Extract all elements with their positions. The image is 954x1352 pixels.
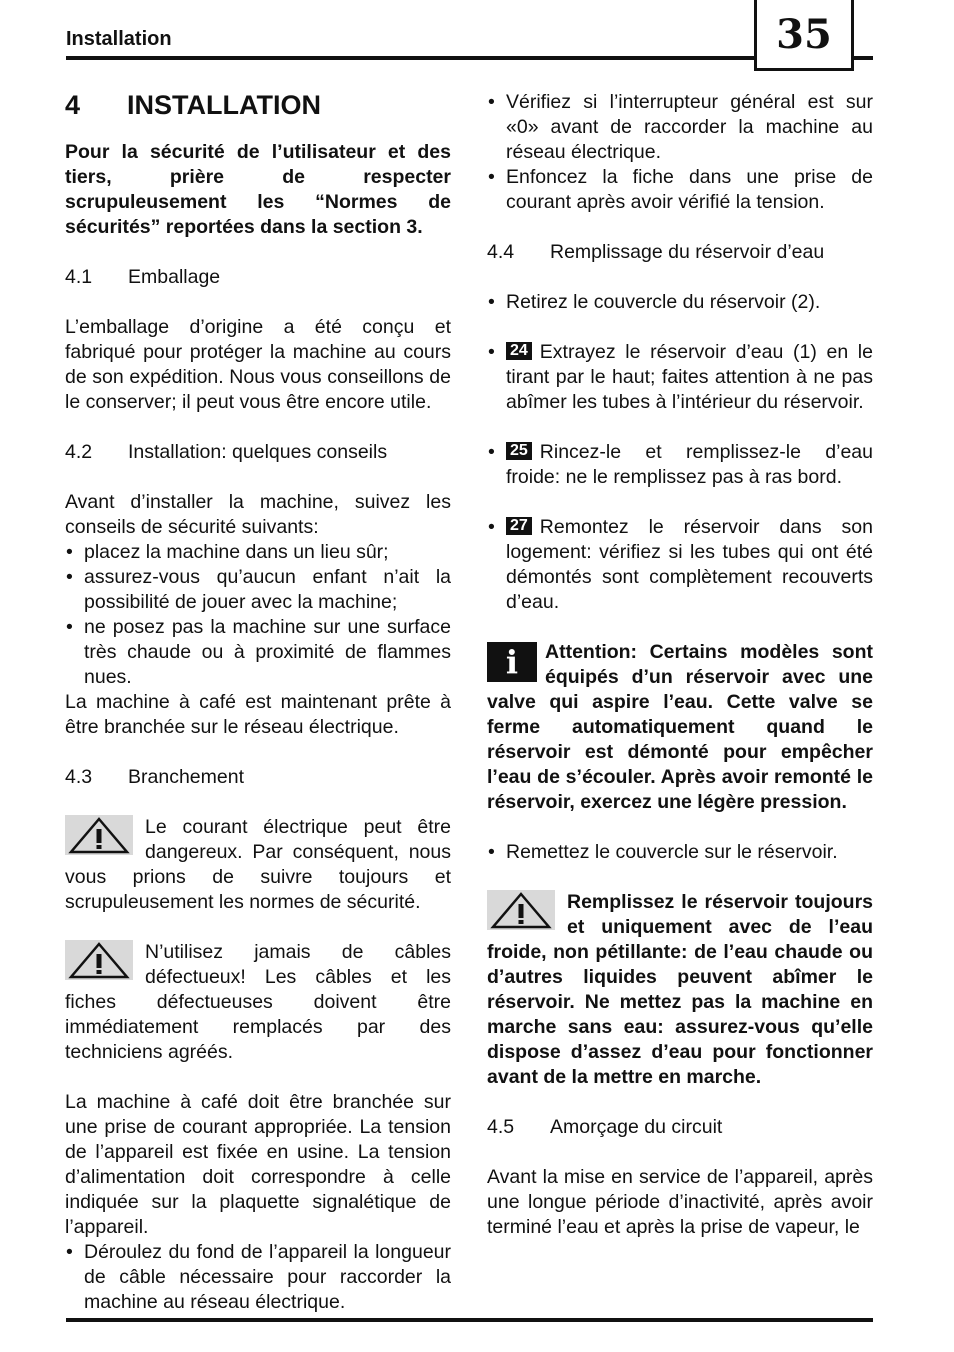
section-heading — [65, 90, 451, 120]
list-item: • ne posez pas la machine sur une surface très chaude ou à proximité de flammes nues. — [65, 615, 451, 690]
list-item: • assurez-vous qu’aucun enfant n’ait la possibilité de jouer avec la machine; — [65, 565, 451, 615]
info-text: Attention: Certains modèles sont équipés d’un réservoir avec une valve qui aspire l’eau. Cette valve se ferme automatiquement quand le réservoir est démonté pour empêcher l’eau de s’écouler. Après avoir remonté le réservoir, exercez une légère pression. — [487, 641, 873, 813]
advice-intro: Avant d’installer la machine, suivez les conseils de sécurité suivants: — [65, 491, 451, 538]
info-block — [487, 640, 873, 815]
list-item-text: Extrayez le réservoir d’eau (1) en le tirant par le haut; faites attention à ne pas abîmer les tubes à l’intérieur du réservoir. — [506, 341, 873, 413]
subsection-title: Branchement — [128, 766, 244, 788]
list-item: • Remettez le couvercle sur le réservoir. — [487, 840, 873, 865]
subsection-number: 4.2 — [65, 441, 93, 463]
packaging-paragraph: L’emballage d’origine a été conçu et fabriqué pour protéger la machine au cours de son expédition. Nous vous conseillons de le conserver; il peut vous être encore utile. — [65, 316, 451, 413]
list-item — [487, 340, 873, 415]
list-item: • Enfoncez la fiche dans une prise de courant après avoir vérifié la tension. — [487, 165, 873, 215]
footer-rule — [66, 1318, 873, 1322]
list-item — [487, 515, 873, 615]
page-number: 35 — [754, 0, 854, 71]
list-item: • Vérifiez si l’interrupteur général est sur «0» avant de raccorder la machine au réseau électrique. — [487, 90, 873, 165]
list-item: • placez la machine dans un lieu sûr; — [65, 540, 451, 565]
warning-text: Le courant électrique peut être dangereux. Par conséquent, nous vous prions de suivre toujours et scrupuleusement les normes de sécurité. — [65, 816, 451, 913]
warning-triangle-icon — [65, 940, 133, 980]
header-rule — [66, 56, 873, 60]
subsection-number: 4.5 — [487, 1116, 515, 1138]
info-icon: i — [487, 642, 537, 682]
warning-text: Remplissez le réservoir toujours et uniquement avec de l’eau froide, non pétillante: de l’eau chaude ou d’autres liquides peuvent abîmer le réservoir. Ne mettez pas la machine en marche sans eau: assurez-vous qu’elle dispose d’assez d’eau pour fonctionner avant de la mettre en marche. — [487, 891, 873, 1088]
left-column — [65, 90, 451, 1315]
figure-reference: 27 — [506, 517, 532, 535]
list-item: • Retirez le couvercle du réservoir (2). — [487, 290, 873, 315]
intro-paragraph: Pour la sécurité de l’utilisateur et des tiers, prière de respecter scrupuleusement les “Normes de sécurités” reportées dans la section 3. — [65, 141, 451, 238]
list-item — [487, 440, 873, 490]
subsection-number: 4.3 — [65, 766, 93, 788]
section-number: 4 — [65, 90, 81, 120]
subsection-heading-4-2 — [65, 440, 451, 465]
figure-reference: 24 — [506, 342, 532, 360]
list-item-text: Rincez-le et remplissez-le d’eau froide: ne le remplissez pas à ras bord. — [506, 441, 873, 488]
warning-triangle-icon — [65, 815, 133, 855]
warning-text: N’utilisez jamais de câbles défectueux! Les câbles et les fiches défectueuses doivent être immédiatement remplacés par des techniciens agréés. — [65, 941, 451, 1063]
subsection-heading-4-4 — [487, 240, 873, 265]
warning-block — [65, 815, 451, 915]
warning-block — [65, 940, 451, 1065]
subsection-title: Remplissage du réservoir d’eau — [550, 241, 825, 263]
subsection-number: 4.1 — [65, 266, 93, 288]
warning-block — [487, 890, 873, 1090]
subsection-title: Emballage — [128, 266, 221, 288]
right-column — [487, 90, 873, 1240]
list-item: • Déroulez du fond de l’appareil la longueur de câble nécessaire pour raccorder la machine au réseau électrique. — [65, 1240, 451, 1315]
warning-triangle-icon — [487, 890, 555, 930]
subsection-title: Installation: quelques conseils — [128, 441, 388, 463]
priming-paragraph: Avant la mise en service de l’appareil, après une longue période d’inactivité, après avoir terminé l’eau et après la prise de vapeur, le — [487, 1166, 873, 1238]
subsection-number: 4.4 — [487, 241, 515, 263]
list-item-text: Remontez le réservoir dans son logement: vérifiez si les tubes qui ont été démontés sont complètement recouverts d’eau. — [506, 516, 873, 613]
connection-paragraph: La machine à café doit être branchée sur une prise de courant appropriée. La tension de l’appareil est fixée en usine. La tension d’alimentation doit correspondre à celle indiquée sur la plaquette signalétique de l’appareil. — [65, 1091, 451, 1238]
section-title: INSTALLATION — [127, 90, 321, 120]
subsection-heading-4-3 — [65, 765, 451, 790]
running-header: Installation — [66, 28, 172, 50]
subsection-heading-4-1 — [65, 265, 451, 290]
figure-reference: 25 — [506, 442, 532, 460]
subsection-heading-4-5 — [487, 1115, 873, 1140]
advice-outro: La machine à café est maintenant prête à être branchée sur le réseau électrique. — [65, 691, 451, 738]
subsection-title: Amorçage du circuit — [550, 1116, 723, 1138]
